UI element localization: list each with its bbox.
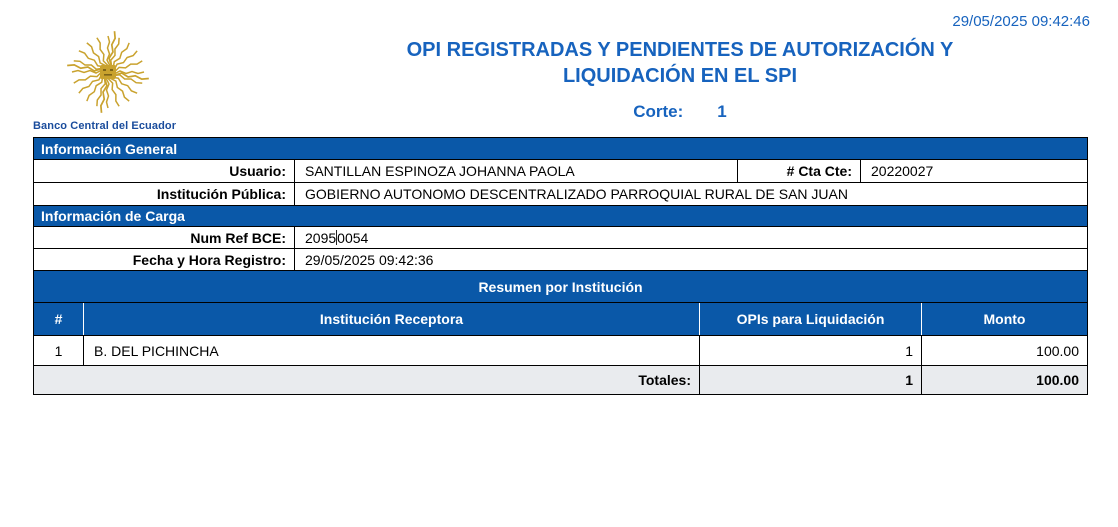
usuario-label: Usuario: xyxy=(229,163,286,179)
fecha-registro-value: 29/05/2025 09:42:36 xyxy=(294,249,1087,270)
institucion-publica-value: GOBIERNO AUTONOMO DESCENTRALIZADO PARROQUIAL RURAL DE SAN JUAN xyxy=(294,183,1087,205)
totals-label: Totales: xyxy=(638,372,691,388)
num-ref-bce-value[interactable] xyxy=(294,227,1087,248)
section-info-carga: Información de Carga xyxy=(34,205,1087,226)
col-header-monto: Monto xyxy=(921,303,1087,335)
totals-opis-value: 1 xyxy=(699,366,921,394)
row-fecha-registro xyxy=(34,248,1087,270)
cta-cte-label: # Cta Cte: xyxy=(737,160,860,182)
row-institucion-publica xyxy=(34,182,1087,205)
bce-logo xyxy=(48,24,168,120)
table-row xyxy=(34,335,1087,365)
row-opis-cell: 1 xyxy=(699,336,921,365)
resumen-header-row xyxy=(34,302,1087,335)
col-header-institucion-receptora: Institución Receptora xyxy=(83,303,699,335)
row-num-cell: 1 xyxy=(54,342,63,359)
row-num-ref-bce xyxy=(34,226,1087,248)
page-title xyxy=(230,37,1118,89)
totals-monto-value: 100.00 xyxy=(921,366,1087,394)
totals-row xyxy=(34,365,1087,394)
report-table xyxy=(33,137,1088,395)
sun-mask-icon xyxy=(48,24,168,120)
col-header-opis-liquidacion: OPIs para Liquidación xyxy=(699,303,921,335)
col-header-num: # xyxy=(54,311,63,327)
corte-value: 1 xyxy=(717,102,727,121)
num-ref-after-caret: 0054 xyxy=(337,229,369,246)
corte-label: Corte: xyxy=(633,102,684,121)
fecha-registro-label: Fecha y Hora Registro: xyxy=(132,251,286,268)
section-info-general: Información General xyxy=(34,138,1087,159)
cta-cte-value: 20220027 xyxy=(860,160,1087,182)
page-title-line1: OPI REGISTRADAS Y PENDIENTES DE AUTORIZACIÓN Y xyxy=(406,39,954,61)
num-ref-bce-label: Num Ref BCE: xyxy=(190,229,286,246)
usuario-value: SANTILLAN ESPINOZA JOHANNA PAOLA xyxy=(294,160,737,182)
institucion-publica-label: Institución Pública: xyxy=(156,186,286,202)
report-timestamp: 29/05/2025 09:42:46 xyxy=(952,13,1090,30)
row-institucion-cell: B. DEL PICHINCHA xyxy=(83,336,699,365)
section-resumen: Resumen por Institución xyxy=(34,270,1087,302)
page-title-line2: LIQUIDACIÓN EN EL SPI xyxy=(562,65,798,87)
brand-name: Banco Central del Ecuador xyxy=(33,120,177,132)
num-ref-before-caret: 2095 xyxy=(305,229,337,246)
corte-line xyxy=(230,102,1118,122)
row-usuario xyxy=(34,159,1087,182)
row-monto-cell: 100.00 xyxy=(921,336,1087,365)
